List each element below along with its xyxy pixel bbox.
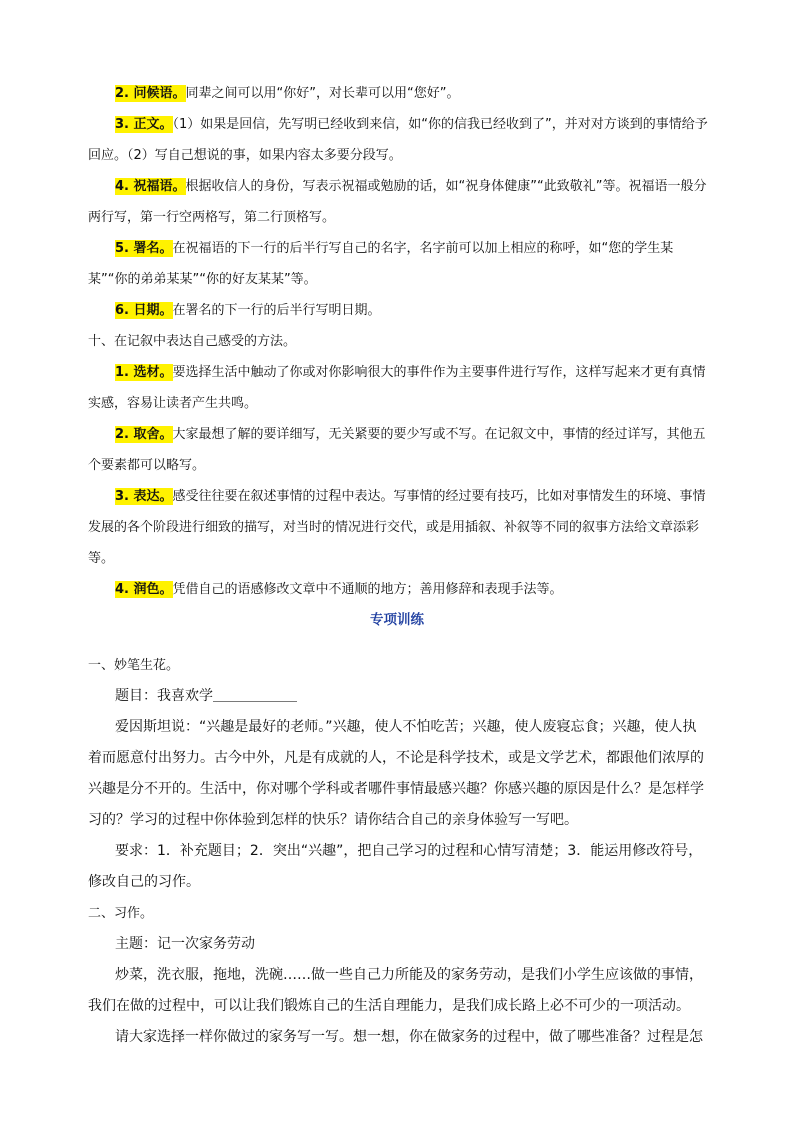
- part1-topic: 题目：我喜欢学＿＿＿＿＿＿: [115, 688, 297, 704]
- item-text: 在祝福语的下一行的后半行写自己的名字，名字前可以加上相应的称呼，如“您的学生某某”“你的弟弟某某”“你的好友某某”等。: [88, 241, 674, 287]
- part1-body: 爱因斯坦说：“兴趣是最好的老师。”兴趣，使人不怕吃苦；兴趣，使人废寝忘食；兴趣，使人执着而愿意付出努力。古今中外，凡是有成就的人，不论是科学技术，或是文学艺术，都跟他们浓厚的兴趣是分不开的。生活中，你对哪个学科或者哪件事情最感兴趣？你感兴趣的原因是什么？是怎样学习的？学习的过程中你体验到怎样的快乐？请你结合自己的亲身体验写一写吧。: [88, 719, 704, 828]
- item-label: 6. 日期。: [115, 303, 173, 318]
- item-text: 根据收信人的身份，写表示祝福或勉励的话，如“祝身体健康”“此致敬礼”等。祝福语一般分两行写，第一行空两格写，第二行顶格写。: [88, 179, 707, 225]
- sec10-item-4: [88, 574, 708, 605]
- item-label: 1. 选材。: [115, 365, 173, 380]
- sec10-item-1: [88, 357, 708, 419]
- sec9-item-4: [88, 171, 708, 233]
- sec9-item-3: [88, 109, 708, 171]
- sec9-item-2: [88, 78, 708, 109]
- part2-heading: 二、习作。: [88, 906, 154, 921]
- item-text: 在署名的下一行的后半行写明日期。: [172, 303, 381, 318]
- practice-title: 专项训练: [370, 612, 424, 628]
- part2-body-2: 请大家选择一样你做过的家务写一写。想一想，你在做家务的过程中，做了哪些准备？过程是怎: [115, 1029, 703, 1045]
- part2-body-1: 炒菜，洗衣服，拖地，洗碗……做一些自己力所能及的家务劳动，是我们小学生应该做的事情，我们在做的过程中，可以让我们锻炼自己的生活自理能力，是我们成长路上必不可少的一项活动。: [88, 967, 703, 1014]
- item-label: 2. 问候语。: [115, 86, 186, 101]
- item-text: 感受往往要在叙述事情的过程中表达。写事情的经过要有技巧，比如对事情发生的环境、事情发展的各个阶段进行细致的描写，对当时的情况进行交代，或是用插叙、补叙等不同的叙事方法给文章添彩等。: [88, 489, 706, 566]
- item-text: 凭借自己的语感修改文章中不通顺的地方；善用修辞和表现手法等。: [172, 582, 563, 597]
- sec10-item-3: [88, 481, 708, 574]
- item-text: 大家最想了解的要详细写，无关紧要的要少写或不写。在记叙文中，事情的经过详写，其他五个要素都可以略写。: [88, 427, 706, 473]
- item-label: 3. 表达。: [115, 489, 173, 504]
- part2-theme: 主题：记一次家务劳动: [115, 936, 255, 952]
- item-text: 同辈之间可以用“你好”，对长辈可以用“您好”。: [185, 86, 460, 101]
- item-label: 5. 署名。: [115, 241, 173, 256]
- item-label: 3. 正文。: [115, 117, 173, 132]
- item-label: 2. 取舍。: [115, 427, 173, 442]
- item-text: 要选择生活中触动了你或对你影响很大的事件作为主要事件进行写作，这样写起来才更有真情实感，容易让读者产生共鸣。: [88, 365, 706, 411]
- sec9-item-5: [88, 233, 708, 295]
- item-label: 4. 润色。: [115, 582, 173, 597]
- sec10-heading: 十、在记叙中表达自己感受的方法。: [88, 334, 297, 349]
- sec9-item-6: [88, 295, 708, 326]
- part1-heading: 一、妙笔生花。: [88, 658, 180, 673]
- sec10-item-2: [88, 419, 708, 481]
- item-text: （1）如果是回信，先写明已经收到来信，如“你的信我已经收到了”，并对对方谈到的事情给予回应。（2）写自己想说的事，如果内容太多要分段写。: [88, 117, 708, 163]
- part1-requirements: 要求：1．补充题目；2．突出“兴趣”，把自己学习的过程和心情写清楚；3．能运用修改符号，修改自己的习作。: [88, 843, 703, 890]
- item-label: 4. 祝福语。: [115, 179, 186, 194]
